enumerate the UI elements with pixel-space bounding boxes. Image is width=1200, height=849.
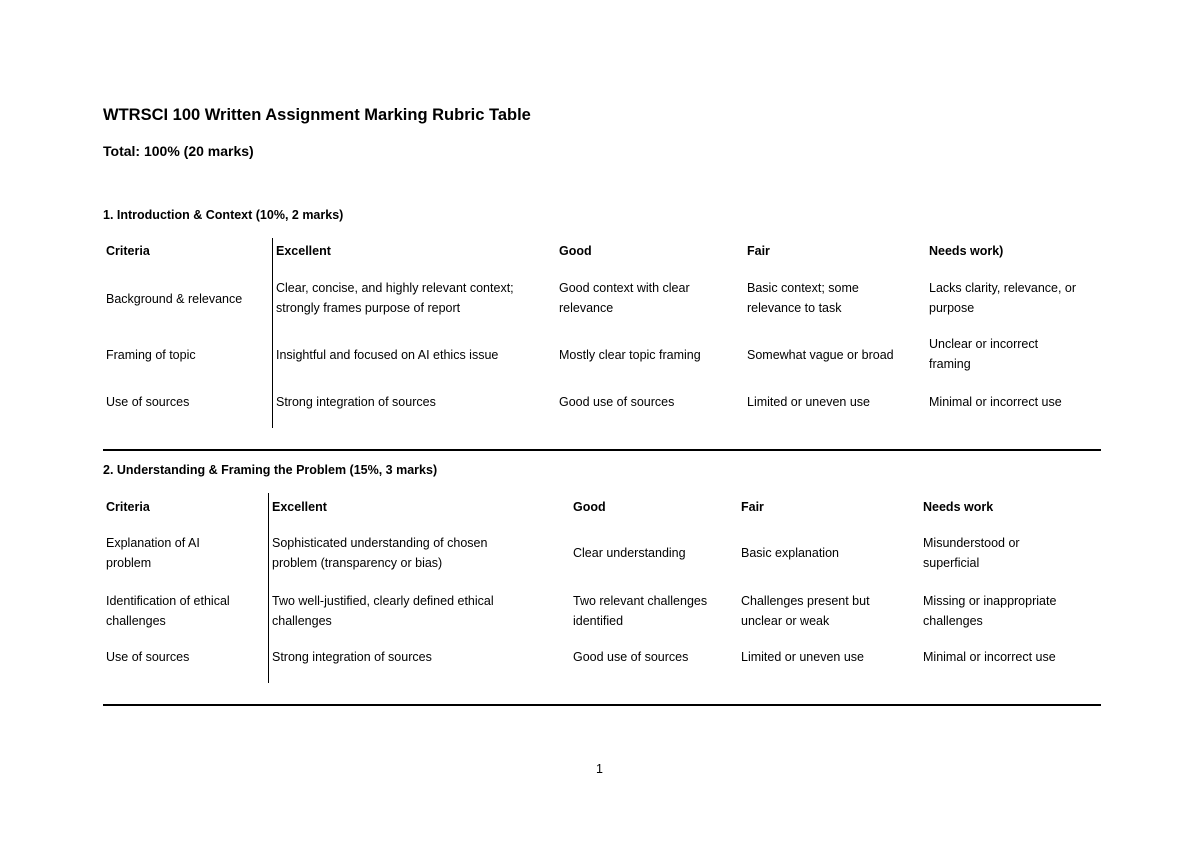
- column-divider: [268, 493, 269, 683]
- cell-line: challenges: [106, 614, 166, 628]
- rubric-section-understanding: [103, 463, 1101, 713]
- cell-line: purpose: [929, 301, 975, 315]
- cell-line: Missing or inappropriate: [923, 594, 1057, 608]
- row-excellent: Strong integration of sources: [272, 650, 432, 664]
- cell-line: Basic context; some: [747, 281, 859, 295]
- cell-line: unclear or weak: [741, 614, 830, 628]
- cell-line: Clear, concise, and highly relevant context;: [276, 281, 514, 295]
- row-criterion: [106, 591, 230, 631]
- cell-line: framing: [929, 357, 971, 371]
- row-good: Good use of sources: [573, 650, 689, 664]
- row-criterion: Use of sources: [106, 395, 190, 409]
- row-good: [573, 591, 707, 631]
- section-divider: [103, 704, 1101, 706]
- row-good: Mostly clear topic framing: [559, 348, 701, 362]
- row-fair: Limited or uneven use: [747, 395, 870, 409]
- row-fair: Basic explanation: [741, 546, 839, 560]
- row-needs-work: [929, 334, 1038, 374]
- cell-line: Sophisticated understanding of chosen: [272, 536, 488, 550]
- row-excellent: [272, 533, 487, 573]
- row-criterion: Framing of topic: [106, 348, 196, 362]
- cell-line: Lacks clarity, relevance, or: [929, 281, 1077, 295]
- row-criterion: [106, 533, 200, 573]
- cell-line: Misunderstood or: [923, 536, 1020, 550]
- row-criterion: Use of sources: [106, 650, 190, 664]
- row-fair: Limited or uneven use: [741, 650, 864, 664]
- cell-line: problem: [106, 556, 152, 570]
- page-number: 1: [596, 762, 603, 776]
- row-excellent: [276, 278, 514, 318]
- section-divider: [103, 449, 1101, 451]
- row-good: Good use of sources: [559, 395, 675, 409]
- cell-line: Explanation of AI: [106, 536, 200, 550]
- column-header-fair: Fair: [747, 244, 770, 258]
- row-good: Clear understanding: [573, 546, 686, 560]
- column-divider: [272, 238, 273, 428]
- cell-line: Two relevant challenges: [573, 594, 708, 608]
- column-header-criteria: Criteria: [106, 500, 150, 514]
- column-header-excellent: Excellent: [272, 500, 327, 514]
- section-heading: 1. Introduction & Context (10%, 2 marks): [103, 208, 344, 222]
- cell-line: challenges: [272, 614, 332, 628]
- cell-line: problem (transparency or bias): [272, 556, 443, 570]
- total-marks: Total: 100% (20 marks): [103, 143, 254, 159]
- column-header-needs-work: Needs work: [923, 500, 994, 514]
- row-excellent: Strong integration of sources: [276, 395, 436, 409]
- document-title: WTRSCI 100 Written Assignment Marking Rubric Table: [103, 106, 531, 124]
- rubric-section-introduction: [103, 208, 1101, 458]
- cell-line: relevance to task: [747, 301, 842, 315]
- column-header-needs-work: Needs work): [929, 244, 1004, 258]
- section-heading: 2. Understanding & Framing the Problem (15%, 3 marks): [103, 463, 438, 477]
- row-needs-work: [923, 591, 1056, 631]
- row-fair: [747, 278, 859, 318]
- cell-line: identified: [573, 614, 624, 628]
- row-fair: [741, 591, 870, 631]
- row-needs-work: [929, 278, 1076, 318]
- cell-line: challenges: [923, 614, 983, 628]
- cell-line: strongly frames purpose of report: [276, 301, 461, 315]
- column-header-good: Good: [573, 500, 606, 514]
- cell-line: Good context with clear: [559, 281, 690, 295]
- row-fair: Somewhat vague or broad: [747, 348, 894, 362]
- column-header-good: Good: [559, 244, 592, 258]
- row-excellent: [272, 591, 494, 631]
- row-needs-work: [923, 533, 1020, 573]
- column-header-fair: Fair: [741, 500, 764, 514]
- row-criterion: Background & relevance: [106, 292, 243, 306]
- cell-line: Unclear or incorrect: [929, 337, 1039, 351]
- cell-line: relevance: [559, 301, 614, 315]
- row-needs-work: Minimal or incorrect use: [923, 650, 1056, 664]
- column-header-criteria: Criteria: [106, 244, 150, 258]
- cell-line: Challenges present but: [741, 594, 870, 608]
- row-good: [559, 278, 690, 318]
- cell-line: Identification of ethical: [106, 594, 230, 608]
- column-header-excellent: Excellent: [276, 244, 331, 258]
- cell-line: Two well-justified, clearly defined ethical: [272, 594, 494, 608]
- row-excellent: Insightful and focused on AI ethics issue: [276, 348, 499, 362]
- row-needs-work: Minimal or incorrect use: [929, 395, 1062, 409]
- cell-line: superficial: [923, 556, 980, 570]
